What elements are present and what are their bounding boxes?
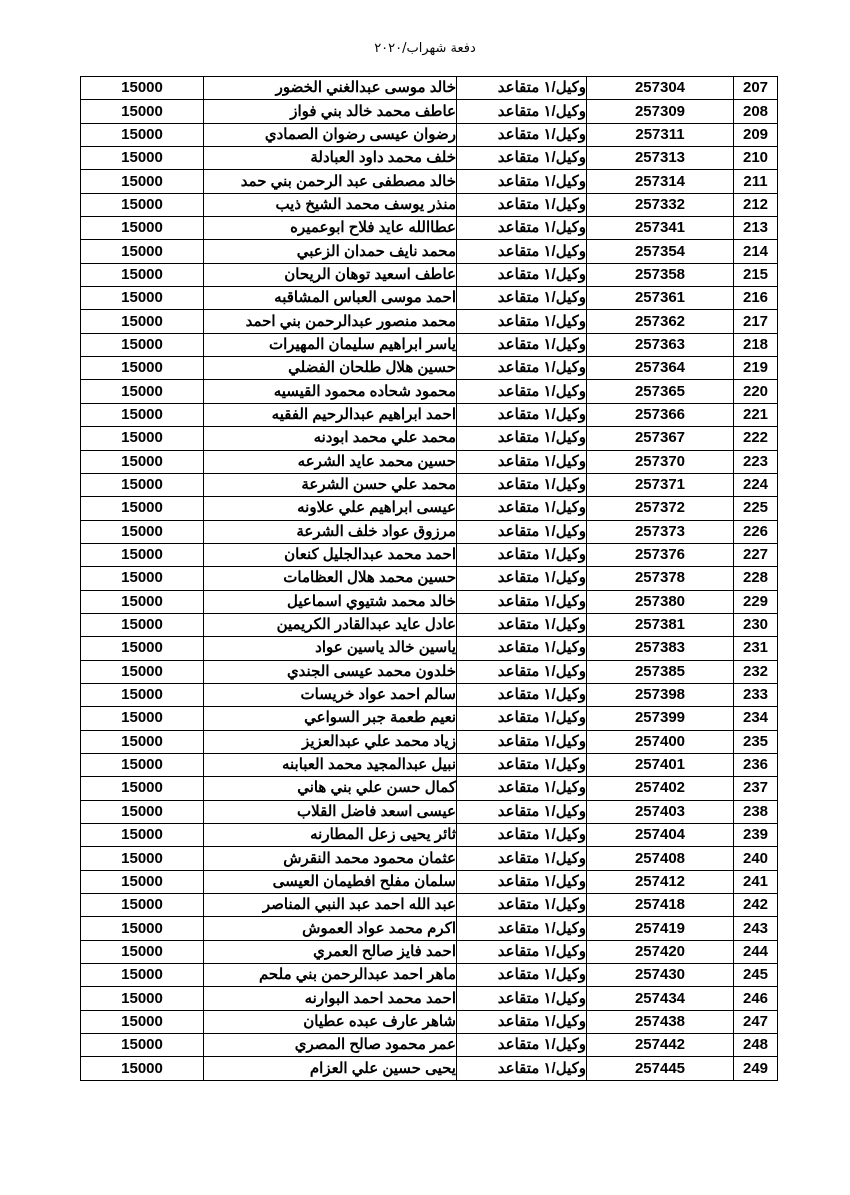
serial-number-cell: 233 xyxy=(734,683,778,706)
amount-cell: 15000 xyxy=(81,427,204,450)
name-cell: محمود شحاده محمود القيسيه xyxy=(204,380,457,403)
table-row xyxy=(81,403,778,426)
amount-cell: 15000 xyxy=(81,824,204,847)
military-number-cell: 257420 xyxy=(587,940,734,963)
amount-cell: 15000 xyxy=(81,870,204,893)
amount-cell: 15000 xyxy=(81,800,204,823)
amount-cell: 15000 xyxy=(81,100,204,123)
serial-number-cell: 215 xyxy=(734,263,778,286)
serial-number-cell: 230 xyxy=(734,613,778,636)
rank-cell: وكيل/١ متقاعد xyxy=(457,403,587,426)
rank-cell: وكيل/١ متقاعد xyxy=(457,427,587,450)
serial-number-cell: 236 xyxy=(734,753,778,776)
table-row xyxy=(81,520,778,543)
rank-cell: وكيل/١ متقاعد xyxy=(457,77,587,100)
name-cell: عمر محمود صالح المصري xyxy=(204,1034,457,1057)
serial-number-cell: 219 xyxy=(734,357,778,380)
table-row xyxy=(81,240,778,263)
table-row xyxy=(81,870,778,893)
table-row xyxy=(81,1034,778,1057)
serial-number-cell: 225 xyxy=(734,497,778,520)
rank-cell: وكيل/١ متقاعد xyxy=(457,263,587,286)
name-cell: حسين هلال طلحان الفضلي xyxy=(204,357,457,380)
table-row xyxy=(81,824,778,847)
table-row xyxy=(81,310,778,333)
name-cell: ثائر يحيى زعل المطارنه xyxy=(204,824,457,847)
table-row xyxy=(81,707,778,730)
serial-number-cell: 209 xyxy=(734,123,778,146)
amount-cell: 15000 xyxy=(81,170,204,193)
name-cell: محمد علي محمد ابودنه xyxy=(204,427,457,450)
name-cell: شاهر عارف عبده عطيان xyxy=(204,1010,457,1033)
serial-number-cell: 241 xyxy=(734,870,778,893)
name-cell: كمال حسن علي بني هاني xyxy=(204,777,457,800)
amount-cell: 15000 xyxy=(81,590,204,613)
name-cell: احمد فايز صالح العمري xyxy=(204,940,457,963)
serial-number-cell: 212 xyxy=(734,193,778,216)
military-number-cell: 257399 xyxy=(587,707,734,730)
military-number-cell: 257419 xyxy=(587,917,734,940)
amount-cell: 15000 xyxy=(81,193,204,216)
military-number-cell: 257404 xyxy=(587,824,734,847)
rank-cell: وكيل/١ متقاعد xyxy=(457,800,587,823)
amount-cell: 15000 xyxy=(81,1057,204,1080)
name-cell: نعيم طعمة جبر السواعي xyxy=(204,707,457,730)
military-number-cell: 257362 xyxy=(587,310,734,333)
table-row xyxy=(81,170,778,193)
military-number-cell: 257309 xyxy=(587,100,734,123)
military-number-cell: 257313 xyxy=(587,147,734,170)
military-number-cell: 257376 xyxy=(587,543,734,566)
amount-cell: 15000 xyxy=(81,473,204,496)
amount-cell: 15000 xyxy=(81,777,204,800)
rank-cell: وكيل/١ متقاعد xyxy=(457,123,587,146)
table-row xyxy=(81,217,778,240)
rank-cell: وكيل/١ متقاعد xyxy=(457,683,587,706)
name-cell: سلمان مفلح افطيمان العيسى xyxy=(204,870,457,893)
rank-cell: وكيل/١ متقاعد xyxy=(457,497,587,520)
name-cell: حسين محمد هلال العظامات xyxy=(204,567,457,590)
rank-cell: وكيل/١ متقاعد xyxy=(457,870,587,893)
amount-cell: 15000 xyxy=(81,543,204,566)
table-row xyxy=(81,287,778,310)
rank-cell: وكيل/١ متقاعد xyxy=(457,310,587,333)
table-row xyxy=(81,333,778,356)
name-cell: ياسر ابراهيم سليمان المهيرات xyxy=(204,333,457,356)
amount-cell: 15000 xyxy=(81,310,204,333)
name-cell: منذر يوسف محمد الشيخ ذيب xyxy=(204,193,457,216)
amount-cell: 15000 xyxy=(81,917,204,940)
table-row xyxy=(81,193,778,216)
table-row xyxy=(81,100,778,123)
serial-number-cell: 242 xyxy=(734,894,778,917)
table-row xyxy=(81,777,778,800)
name-cell: محمد نايف حمدان الزعبي xyxy=(204,240,457,263)
table-row xyxy=(81,683,778,706)
name-cell: خالد موسى عبدالغني الخضور xyxy=(204,77,457,100)
table-row xyxy=(81,940,778,963)
name-cell: خالد محمد شتيوي اسماعيل xyxy=(204,590,457,613)
military-number-cell: 257366 xyxy=(587,403,734,426)
table-row xyxy=(81,380,778,403)
amount-cell: 15000 xyxy=(81,380,204,403)
serial-number-cell: 208 xyxy=(734,100,778,123)
serial-number-cell: 221 xyxy=(734,403,778,426)
rank-cell: وكيل/١ متقاعد xyxy=(457,660,587,683)
roster-table xyxy=(80,76,778,1081)
amount-cell: 15000 xyxy=(81,357,204,380)
table-row xyxy=(81,1057,778,1080)
military-number-cell: 257403 xyxy=(587,800,734,823)
serial-number-cell: 226 xyxy=(734,520,778,543)
table-row xyxy=(81,147,778,170)
military-number-cell: 257434 xyxy=(587,987,734,1010)
serial-number-cell: 244 xyxy=(734,940,778,963)
table-row xyxy=(81,847,778,870)
military-number-cell: 257332 xyxy=(587,193,734,216)
name-cell: عطاالله عايد فلاح ابوعميره xyxy=(204,217,457,240)
rank-cell: وكيل/١ متقاعد xyxy=(457,1010,587,1033)
serial-number-cell: 214 xyxy=(734,240,778,263)
serial-number-cell: 249 xyxy=(734,1057,778,1080)
amount-cell: 15000 xyxy=(81,940,204,963)
rank-cell: وكيل/١ متقاعد xyxy=(457,100,587,123)
amount-cell: 15000 xyxy=(81,567,204,590)
serial-number-cell: 216 xyxy=(734,287,778,310)
name-cell: محمد منصور عبدالرحمن بني احمد xyxy=(204,310,457,333)
serial-number-cell: 228 xyxy=(734,567,778,590)
amount-cell: 15000 xyxy=(81,1010,204,1033)
rank-cell: وكيل/١ متقاعد xyxy=(457,473,587,496)
serial-number-cell: 222 xyxy=(734,427,778,450)
serial-number-cell: 227 xyxy=(734,543,778,566)
table-row xyxy=(81,123,778,146)
amount-cell: 15000 xyxy=(81,147,204,170)
military-number-cell: 257401 xyxy=(587,753,734,776)
table-row xyxy=(81,450,778,473)
name-cell: عثمان محمود محمد النقرش xyxy=(204,847,457,870)
serial-number-cell: 229 xyxy=(734,590,778,613)
rank-cell: وكيل/١ متقاعد xyxy=(457,333,587,356)
rank-cell: وكيل/١ متقاعد xyxy=(457,940,587,963)
serial-number-cell: 210 xyxy=(734,147,778,170)
name-cell: خلدون محمد عيسى الجندي xyxy=(204,660,457,683)
amount-cell: 15000 xyxy=(81,753,204,776)
table-row xyxy=(81,427,778,450)
name-cell: اكرم محمد عواد العموش xyxy=(204,917,457,940)
military-number-cell: 257367 xyxy=(587,427,734,450)
amount-cell: 15000 xyxy=(81,707,204,730)
military-number-cell: 257402 xyxy=(587,777,734,800)
name-cell: عاطف اسعيد توهان الريحان xyxy=(204,263,457,286)
serial-number-cell: 217 xyxy=(734,310,778,333)
name-cell: حسين محمد عايد الشرعه xyxy=(204,450,457,473)
amount-cell: 15000 xyxy=(81,683,204,706)
name-cell: يحيى حسين علي العزام xyxy=(204,1057,457,1080)
serial-number-cell: 232 xyxy=(734,660,778,683)
table-row xyxy=(81,590,778,613)
name-cell: احمد محمد عبدالجليل كنعان xyxy=(204,543,457,566)
amount-cell: 15000 xyxy=(81,450,204,473)
military-number-cell: 257445 xyxy=(587,1057,734,1080)
name-cell: عبد الله احمد عبد النبي المناصر xyxy=(204,894,457,917)
amount-cell: 15000 xyxy=(81,637,204,660)
rank-cell: وكيل/١ متقاعد xyxy=(457,217,587,240)
amount-cell: 15000 xyxy=(81,287,204,310)
military-number-cell: 257430 xyxy=(587,964,734,987)
rank-cell: وكيل/١ متقاعد xyxy=(457,520,587,543)
table-row xyxy=(81,497,778,520)
serial-number-cell: 220 xyxy=(734,380,778,403)
rank-cell: وكيل/١ متقاعد xyxy=(457,964,587,987)
amount-cell: 15000 xyxy=(81,894,204,917)
military-number-cell: 257412 xyxy=(587,870,734,893)
military-number-cell: 257341 xyxy=(587,217,734,240)
rank-cell: وكيل/١ متقاعد xyxy=(457,287,587,310)
rank-cell: وكيل/١ متقاعد xyxy=(457,193,587,216)
amount-cell: 15000 xyxy=(81,660,204,683)
name-cell: زياد محمد علي عبدالعزيز xyxy=(204,730,457,753)
military-number-cell: 257442 xyxy=(587,1034,734,1057)
serial-number-cell: 234 xyxy=(734,707,778,730)
amount-cell: 15000 xyxy=(81,497,204,520)
military-number-cell: 257400 xyxy=(587,730,734,753)
amount-cell: 15000 xyxy=(81,730,204,753)
name-cell: محمد علي حسن الشرعة xyxy=(204,473,457,496)
name-cell: خالد مصطفى عبد الرحمن بني حمد xyxy=(204,170,457,193)
name-cell: مرزوق عواد خلف الشرعة xyxy=(204,520,457,543)
rank-cell: وكيل/١ متقاعد xyxy=(457,1034,587,1057)
table-row xyxy=(81,613,778,636)
military-number-cell: 257354 xyxy=(587,240,734,263)
rank-cell: وكيل/١ متقاعد xyxy=(457,753,587,776)
serial-number-cell: 243 xyxy=(734,917,778,940)
amount-cell: 15000 xyxy=(81,847,204,870)
name-cell: احمد موسى العباس المشاقبه xyxy=(204,287,457,310)
amount-cell: 15000 xyxy=(81,1034,204,1057)
name-cell: خلف محمد داود العبادلة xyxy=(204,147,457,170)
rank-cell: وكيل/١ متقاعد xyxy=(457,450,587,473)
military-number-cell: 257365 xyxy=(587,380,734,403)
table-row xyxy=(81,263,778,286)
name-cell: نبيل عبدالمجيد محمد العبابنه xyxy=(204,753,457,776)
table-row xyxy=(81,964,778,987)
military-number-cell: 257363 xyxy=(587,333,734,356)
table-row xyxy=(81,800,778,823)
military-number-cell: 257370 xyxy=(587,450,734,473)
table-row xyxy=(81,567,778,590)
serial-number-cell: 239 xyxy=(734,824,778,847)
table-row xyxy=(81,1010,778,1033)
rank-cell: وكيل/١ متقاعد xyxy=(457,707,587,730)
military-number-cell: 257371 xyxy=(587,473,734,496)
serial-number-cell: 240 xyxy=(734,847,778,870)
serial-number-cell: 223 xyxy=(734,450,778,473)
serial-number-cell: 207 xyxy=(734,77,778,100)
amount-cell: 15000 xyxy=(81,263,204,286)
name-cell: عيسى ابراهيم علي علاونه xyxy=(204,497,457,520)
rank-cell: وكيل/١ متقاعد xyxy=(457,777,587,800)
military-number-cell: 257418 xyxy=(587,894,734,917)
rank-cell: وكيل/١ متقاعد xyxy=(457,170,587,193)
rank-cell: وكيل/١ متقاعد xyxy=(457,824,587,847)
military-number-cell: 257314 xyxy=(587,170,734,193)
name-cell: ياسين خالد ياسين عواد xyxy=(204,637,457,660)
name-cell: رضوان عيسى رضوان الصمادي xyxy=(204,123,457,146)
table-row xyxy=(81,987,778,1010)
rank-cell: وكيل/١ متقاعد xyxy=(457,987,587,1010)
name-cell: عادل عايد عبدالقادر الكريمين xyxy=(204,613,457,636)
name-cell: عيسى اسعد فاضل القلاب xyxy=(204,800,457,823)
military-number-cell: 257364 xyxy=(587,357,734,380)
name-cell: سالم احمد عواد خريسات xyxy=(204,683,457,706)
serial-number-cell: 211 xyxy=(734,170,778,193)
serial-number-cell: 245 xyxy=(734,964,778,987)
page-header-title: دفعة شهراب/٢٠٢٠ xyxy=(374,41,476,56)
rank-cell: وكيل/١ متقاعد xyxy=(457,730,587,753)
rank-cell: وكيل/١ متقاعد xyxy=(457,847,587,870)
military-number-cell: 257408 xyxy=(587,847,734,870)
serial-number-cell: 237 xyxy=(734,777,778,800)
military-number-cell: 257378 xyxy=(587,567,734,590)
serial-number-cell: 238 xyxy=(734,800,778,823)
rank-cell: وكيل/١ متقاعد xyxy=(457,917,587,940)
military-number-cell: 257385 xyxy=(587,660,734,683)
table-row xyxy=(81,917,778,940)
rank-cell: وكيل/١ متقاعد xyxy=(457,543,587,566)
rank-cell: وكيل/١ متقاعد xyxy=(457,613,587,636)
table-row xyxy=(81,730,778,753)
amount-cell: 15000 xyxy=(81,964,204,987)
rank-cell: وكيل/١ متقاعد xyxy=(457,1057,587,1080)
military-number-cell: 257358 xyxy=(587,263,734,286)
amount-cell: 15000 xyxy=(81,240,204,263)
military-number-cell: 257398 xyxy=(587,683,734,706)
amount-cell: 15000 xyxy=(81,520,204,543)
amount-cell: 15000 xyxy=(81,333,204,356)
military-number-cell: 257438 xyxy=(587,1010,734,1033)
table-row xyxy=(81,660,778,683)
name-cell: ماهر احمد عبدالرحمن بني ملحم xyxy=(204,964,457,987)
name-cell: احمد محمد احمد البوارنه xyxy=(204,987,457,1010)
rank-cell: وكيل/١ متقاعد xyxy=(457,637,587,660)
table-row xyxy=(81,637,778,660)
table-row xyxy=(81,77,778,100)
serial-number-cell: 224 xyxy=(734,473,778,496)
military-number-cell: 257383 xyxy=(587,637,734,660)
table-row xyxy=(81,753,778,776)
serial-number-cell: 213 xyxy=(734,217,778,240)
name-cell: احمد ابراهيم عبدالرحيم الفقيه xyxy=(204,403,457,426)
table-row xyxy=(81,357,778,380)
military-number-cell: 257381 xyxy=(587,613,734,636)
military-number-cell: 257311 xyxy=(587,123,734,146)
rank-cell: وكيل/١ متقاعد xyxy=(457,590,587,613)
table-row xyxy=(81,473,778,496)
name-cell: عاطف محمد خالد بني فواز xyxy=(204,100,457,123)
serial-number-cell: 218 xyxy=(734,333,778,356)
military-number-cell: 257304 xyxy=(587,77,734,100)
rank-cell: وكيل/١ متقاعد xyxy=(457,147,587,170)
amount-cell: 15000 xyxy=(81,217,204,240)
serial-number-cell: 246 xyxy=(734,987,778,1010)
military-number-cell: 257361 xyxy=(587,287,734,310)
serial-number-cell: 231 xyxy=(734,637,778,660)
amount-cell: 15000 xyxy=(81,987,204,1010)
amount-cell: 15000 xyxy=(81,123,204,146)
serial-number-cell: 248 xyxy=(734,1034,778,1057)
table-row xyxy=(81,543,778,566)
roster-table-body xyxy=(81,77,778,1081)
rank-cell: وكيل/١ متقاعد xyxy=(457,357,587,380)
amount-cell: 15000 xyxy=(81,613,204,636)
rank-cell: وكيل/١ متقاعد xyxy=(457,567,587,590)
serial-number-cell: 247 xyxy=(734,1010,778,1033)
amount-cell: 15000 xyxy=(81,77,204,100)
rank-cell: وكيل/١ متقاعد xyxy=(457,240,587,263)
amount-cell: 15000 xyxy=(81,403,204,426)
military-number-cell: 257372 xyxy=(587,497,734,520)
military-number-cell: 257373 xyxy=(587,520,734,543)
serial-number-cell: 235 xyxy=(734,730,778,753)
military-number-cell: 257380 xyxy=(587,590,734,613)
rank-cell: وكيل/١ متقاعد xyxy=(457,894,587,917)
rank-cell: وكيل/١ متقاعد xyxy=(457,380,587,403)
table-row xyxy=(81,894,778,917)
